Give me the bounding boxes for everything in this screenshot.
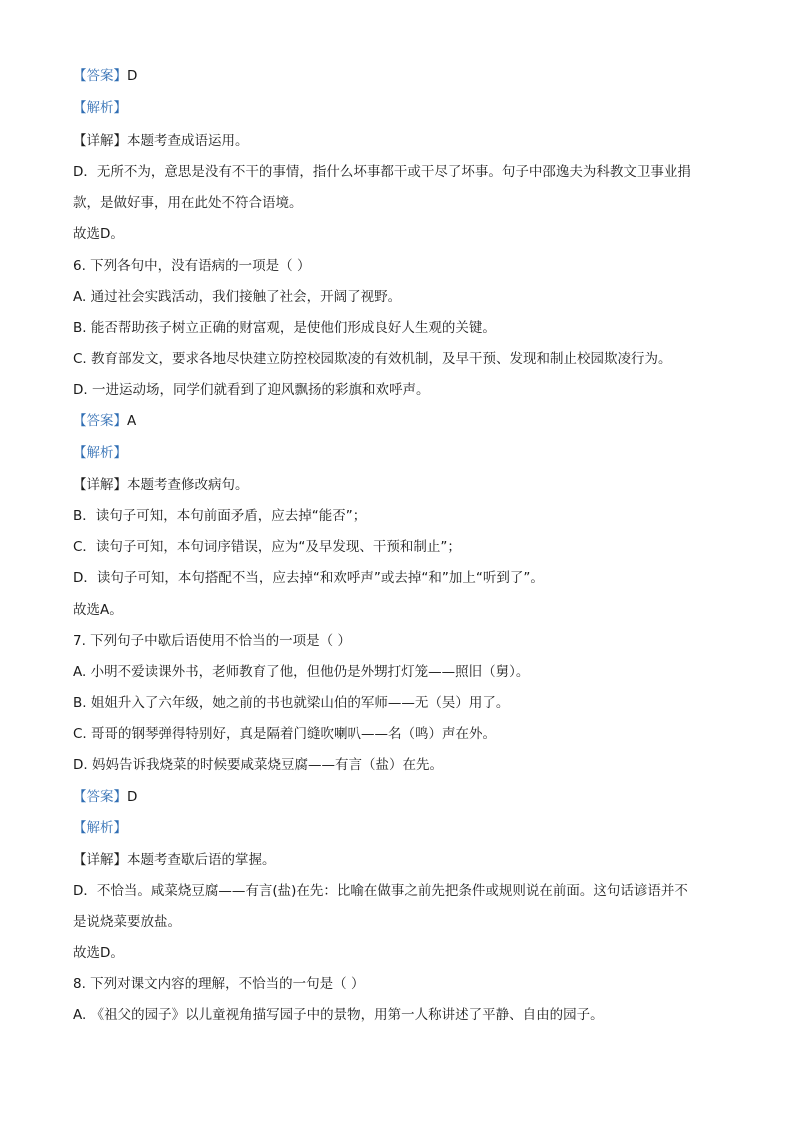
line-text: 【详解】本题考查歇后语的掌握。 [73, 852, 276, 868]
text-line [73, 380, 723, 400]
text-line [73, 66, 723, 86]
text-line [73, 443, 723, 463]
line-text: 8. 下列对课文内容的理解，不恰当的一句是（ ） [73, 976, 365, 992]
section-tag: 【答案】 [73, 413, 127, 429]
line-text: C. 哥哥的钢琴弹得特别好，真是隔着门缝吹喇叭——名（鸣）声在外。 [73, 726, 497, 742]
line-text: D [127, 789, 138, 805]
text-line [73, 568, 723, 588]
line-text: C. 教育部发文，要求各地尽快建立防控校园欺凌的有效机制，及早干预、发现和制止校园欺凌行为。 [73, 351, 672, 367]
text-line [73, 162, 723, 182]
text-line [73, 193, 723, 213]
line-text: 故选D。 [73, 945, 124, 961]
line-text: 【详解】本题考查成语运用。 [73, 133, 249, 149]
text-line [73, 631, 723, 651]
line-text: D. 妈妈告诉我烧菜的时候要咸菜烧豆腐——有言（盐）在先。 [73, 757, 443, 773]
line-text: A [127, 413, 137, 429]
text-line [73, 475, 723, 495]
text-line [73, 131, 723, 151]
line-text: D．不恰当。咸菜烧豆腐——有言(盐)在先：比喻在做事之前先把条件或规则说在前面。这句话谚语并不 [73, 883, 688, 899]
text-line [73, 349, 723, 369]
text-line [73, 943, 723, 963]
text-line [73, 912, 723, 932]
text-line [73, 724, 723, 744]
section-tag: 【答案】 [73, 789, 127, 805]
line-text: D [127, 68, 138, 84]
text-line [73, 506, 723, 526]
section-tag: 【答案】 [73, 68, 127, 84]
text-line [73, 256, 723, 276]
line-text: A. 小明不爱读课外书，老师教育了他，但他仍是外甥打灯笼——照旧（舅）。 [73, 664, 530, 680]
text-line [73, 318, 723, 338]
line-text: 款，是做好事，用在此处不符合语境。 [73, 195, 303, 211]
line-text: 是说烧菜要放盐。 [73, 914, 181, 930]
text-line [73, 411, 723, 431]
line-text: A. 《祖父的园子》以儿童视角描写园子中的景物，用第一人称讲述了平静、自由的园子。 [73, 1007, 604, 1023]
section-tag: 【解析】 [73, 820, 127, 836]
section-tag: 【解析】 [73, 100, 127, 116]
text-line [73, 1005, 723, 1025]
line-text: C．读句子可知，本句词序错误，应为“及早发现、干预和制止”； [73, 539, 461, 555]
line-text: B. 能否帮助孩子树立正确的财富观，是使他们形成良好人生观的关键。 [73, 320, 496, 336]
line-text: 7. 下列句子中歇后语使用不恰当的一项是（ ） [73, 633, 351, 649]
line-text: 故选D。 [73, 226, 124, 242]
text-line [73, 850, 723, 870]
line-text: 【详解】本题考查修改病句。 [73, 477, 249, 493]
line-text: 故选A。 [73, 602, 123, 618]
line-text: D．无所不为，意思是没有不干的事情，指什么坏事都干或干尽了坏事。句子中邵逸夫为科教文卫事业捐 [73, 164, 691, 180]
text-line [73, 600, 723, 620]
text-line [73, 98, 723, 118]
text-line [73, 537, 723, 557]
text-line [73, 881, 723, 901]
line-text: D．读句子可知，本句搭配不当，应去掉“和欢呼声”或去掉“和”加上“听到了”。 [73, 570, 544, 586]
text-line [73, 287, 723, 307]
line-text: D. 一进运动场，同学们就看到了迎风飘扬的彩旗和欢呼声。 [73, 382, 430, 398]
line-text: A. 通过社会实践活动，我们接触了社会，开阔了视野。 [73, 289, 402, 305]
text-line [73, 755, 723, 775]
line-text: B. 姐姐升入了六年级，她之前的书也就梁山伯的军师——无（吴）用了。 [73, 695, 510, 711]
line-text: B．读句子可知，本句前面矛盾，应去掉“能否”； [73, 508, 367, 524]
text-line [73, 662, 723, 682]
text-line [73, 787, 723, 807]
line-text: 6. 下列各句中，没有语病的一项是（ ） [73, 258, 311, 274]
section-tag: 【解析】 [73, 445, 127, 461]
text-line [73, 224, 723, 244]
text-line [73, 818, 723, 838]
text-line [73, 974, 723, 994]
text-line [73, 693, 723, 713]
